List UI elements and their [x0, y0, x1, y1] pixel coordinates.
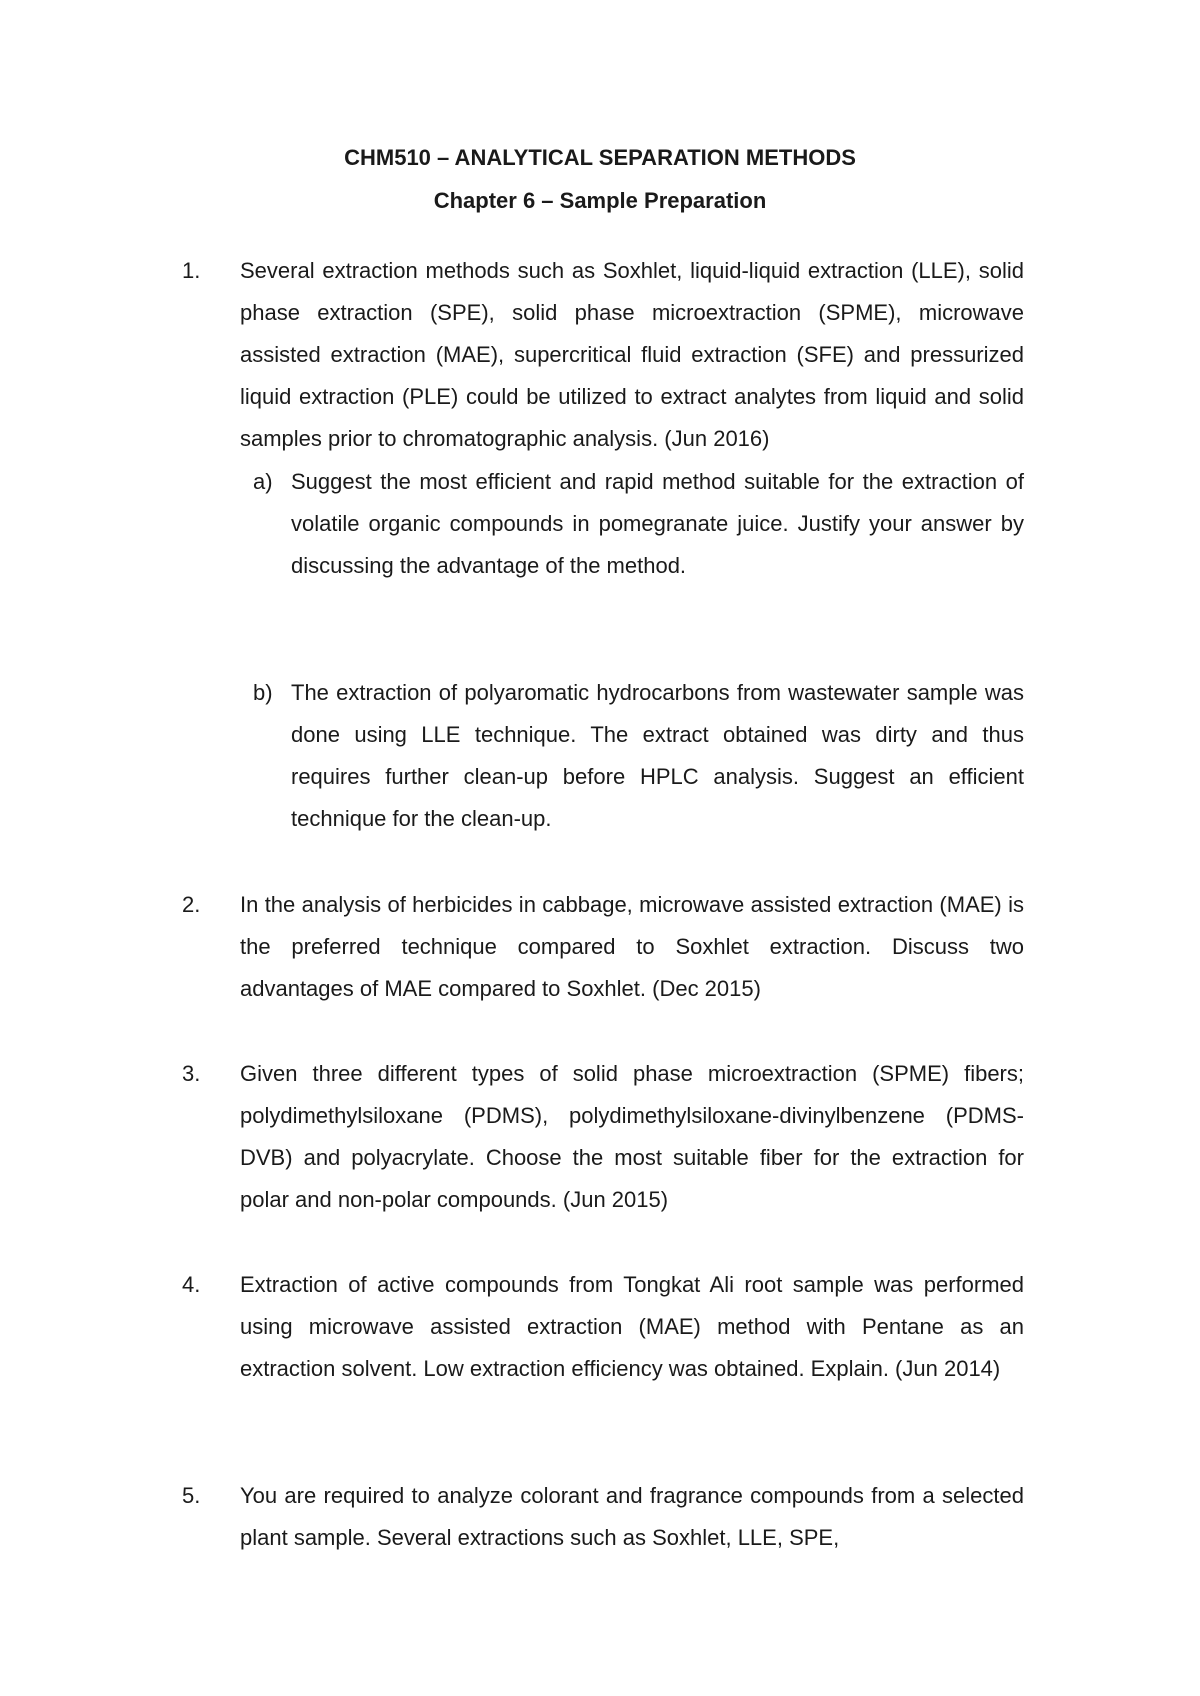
- chapter-title: Chapter 6 – Sample Preparation: [433, 188, 767, 213]
- course-title: CHM510 – ANALYTICAL SEPARATION METHODS: [344, 145, 856, 170]
- part-label: b): [253, 680, 273, 705]
- question-number: 3.: [182, 1061, 201, 1086]
- question-text: Several extraction methods such as Soxhlet, liquid-liquid extraction (LLE), solid phase extraction (SPE), solid phase microextraction (SPME), microwave assisted extraction (MAE), supercritical fluid extraction (SFE) and pressurized liquid extraction (PLE) could be utilized to extract analytes from liquid and solid samples prior to chromatographic analysis. (Jun 2016): [240, 258, 1024, 451]
- question-text: You are required to analyze colorant and fragrance compounds from a selected plant sample. Several extractions such as Soxhlet, LLE, SPE,: [240, 1483, 1024, 1550]
- question-text: In the analysis of herbicides in cabbage, microwave assisted extraction (MAE) is the preferred technique compared to Soxhlet extraction. Discuss two advantages of MAE compared to Soxhlet. (Dec 2015): [240, 892, 1024, 1001]
- part-label: a): [253, 469, 273, 494]
- question-text: Given three different types of solid phase microextraction (SPME) fibers; polydimethylsiloxane (PDMS), polydimethylsiloxane-divinylbenzene (PDMS-DVB) and polyacrylate. Choose the most suitable fiber for the extraction for polar and non-polar compounds. (Jun 2015): [240, 1061, 1024, 1212]
- question-text: Extraction of active compounds from Tongkat Ali root sample was performed using microwave assisted extraction (MAE) method with Pentane as an extraction solvent. Low extraction efficiency was obtained. Explain. (Jun 2014): [240, 1272, 1024, 1381]
- question-number: 1.: [182, 258, 201, 283]
- part-text: Suggest the most efficient and rapid method suitable for the extraction of volatile organic compounds in pomegranate juice. Justify your answer by discussing the advantage of the method.: [291, 469, 1024, 578]
- question-number: 4.: [182, 1272, 201, 1297]
- question-number: 2.: [182, 892, 201, 917]
- question-number: 5.: [182, 1483, 201, 1508]
- part-text: The extraction of polyaromatic hydrocarbons from wastewater sample was done using LLE technique. The extract obtained was dirty and thus requires further clean-up before HPLC analysis. Suggest an efficient technique for the clean-up.: [291, 680, 1024, 831]
